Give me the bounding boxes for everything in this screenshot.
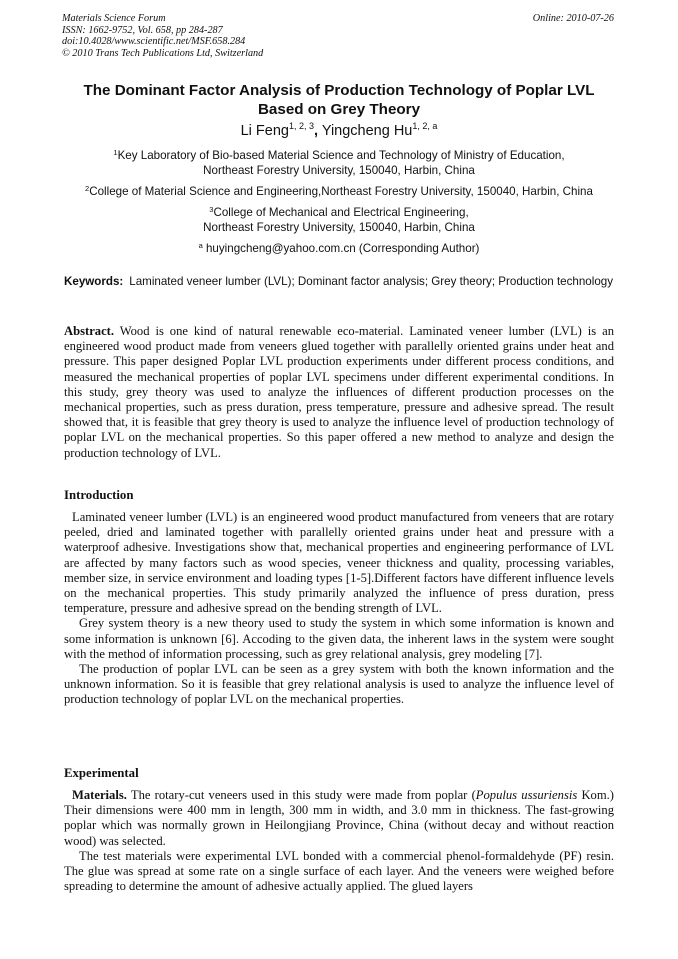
corresponding-email: $^a$ huyingcheng@yahoo.com.cn (Corresponding Author) bbox=[198, 241, 480, 255]
keywords bbox=[64, 274, 614, 289]
author-1-affil: 1, 2, 3 bbox=[288, 121, 314, 131]
author-2-affil: 1, 2, a bbox=[412, 121, 438, 131]
abstract-text: Wood is one kind of natural renewable eco-material. Laminated veneer lumber (LVL) is an engineered wood product made from veneers glued together with parallelly oriented grains under heat and pressure. This paper designed Poplar LVL production experiments under different process conditions, and measured the mechanical properties of poplar LVL specimens under different experimental conditions. In this study, grey theory was used to analyze the influences of different production processes on the mechanical properties, such as press duration, press temperature, pressure and adhesive spread. The result showed that, it is feasible that grey theory is used to analyze the influence level of production technology of poplar LVL on the mechanical properties. So this paper offered a new method to analyze and design the production technology of LVL. bbox=[64, 324, 614, 460]
intro-paragraph-2: Grey system theory is a new theory used to study the system in which some information is known and some information is unknown [6]. Accoding to the given data, the inherent laws in the system were sought with the method of information processing, such as grey relational analysis, grey modeling [7]. bbox=[64, 616, 614, 661]
keywords-label: Keywords: bbox=[64, 275, 124, 288]
keywords-text: Laminated veneer lumber (LVL); Dominant factor analysis; Grey theory; Production technology bbox=[129, 275, 614, 288]
journal-name: Materials Science Forum bbox=[62, 13, 166, 24]
intro-paragraph-1: Laminated veneer lumber (LVL) is an engineered wood product manufactured from veneers that are rotary peeled, dried and laminated together with parallelly oriented grains under heat and pressure with a waterproof adhesive. Investigations show that, mechanical properties and engineering performance of LVL are affected by many factors such as wood species, veneer thickness and quality, processing variables, member size, in service environment and loading types [1-5].Different factors have different influence levels on the mechanical properties. This study primarily analyzed the influence of press duration, press temperature, pressure and adhesive spread on the bending strength of LVL. bbox=[64, 510, 614, 616]
materials-label: Materials. bbox=[72, 788, 127, 802]
author-list: Li Feng$^{1, 2, 3}$, Yingcheng Hu$^{1, 2, a}$ bbox=[240, 121, 438, 139]
abstract bbox=[64, 324, 614, 461]
author-2-name: Yingcheng Hu bbox=[321, 123, 413, 139]
experimental-heading: Experimental bbox=[64, 766, 139, 780]
affiliation-3: $^3$College of Mechanical and Electrical Engineering, Northeast Forestry University, 150040, Harbin, China bbox=[203, 205, 475, 234]
materials-paragraph: Materials. The rotary-cut veneers used in this study were made from poplar (Populus ussuriensis Kom.) Their dimensions were 400 mm in length, 300 mm in width, and 3.0 mm in thickness. The fast-growing poplar which was normally grown in Heilongjiang Province, China (without decay and without reaction wood) was selected. bbox=[64, 788, 614, 848]
introduction-heading: Introduction bbox=[64, 488, 134, 502]
affiliation-2: $^2$College of Material Science and Engineering,Northeast Forestry University, 150040, Harbin, China bbox=[85, 184, 593, 198]
test-materials-paragraph: The test materials were experimental LVL bonded with a commercial phenol-formaldehyde (PF) resin. The glue was spread at some rate on a single surface of each layer. And the veneers were weighed before spreading to determine the amount of adhesive actually applied. The glued layers bbox=[64, 848, 614, 894]
intro-paragraph-3: The production of poplar LVL can be seen as a grey system with both the known information and the unknown information. So it is feasible that grey relational analysis is used to analyze the influence level of production technology of poplar LVL on the mechanical properties. bbox=[64, 662, 614, 707]
introduction-body bbox=[64, 510, 614, 708]
journal-doi: doi:10.4028/www.scientific.net/MSF.658.284 bbox=[62, 36, 246, 48]
abstract-label: Abstract. bbox=[64, 324, 115, 338]
experimental-body bbox=[64, 788, 614, 894]
species-name: Populus ussuriensis bbox=[475, 788, 578, 802]
title-line-1: The Dominant Factor Analysis of Production Technology of Poplar LVL bbox=[83, 82, 595, 99]
journal-copyright: © 2010 Trans Tech Publications Ltd, Switzerland bbox=[62, 47, 264, 59]
journal-header bbox=[62, 13, 263, 59]
paper-title bbox=[50, 81, 628, 119]
online-date: Online: 2010-07-26 bbox=[532, 13, 614, 24]
journal-issn: ISSN: 1662-9752, Vol. 658, pp 284-287 bbox=[62, 24, 223, 36]
email-link[interactable]: huyingcheng@yahoo.com.cn (Corresponding Author) bbox=[205, 242, 480, 255]
title-line-2: Based on Grey Theory bbox=[257, 101, 421, 118]
author-1-name: Li Feng bbox=[240, 123, 289, 139]
affiliation-1: $^1$Key Laboratory of Bio-based Material Science and Technology of Ministry of Education, Northeast Forestry University, 150040, Harbin, China bbox=[113, 148, 565, 177]
